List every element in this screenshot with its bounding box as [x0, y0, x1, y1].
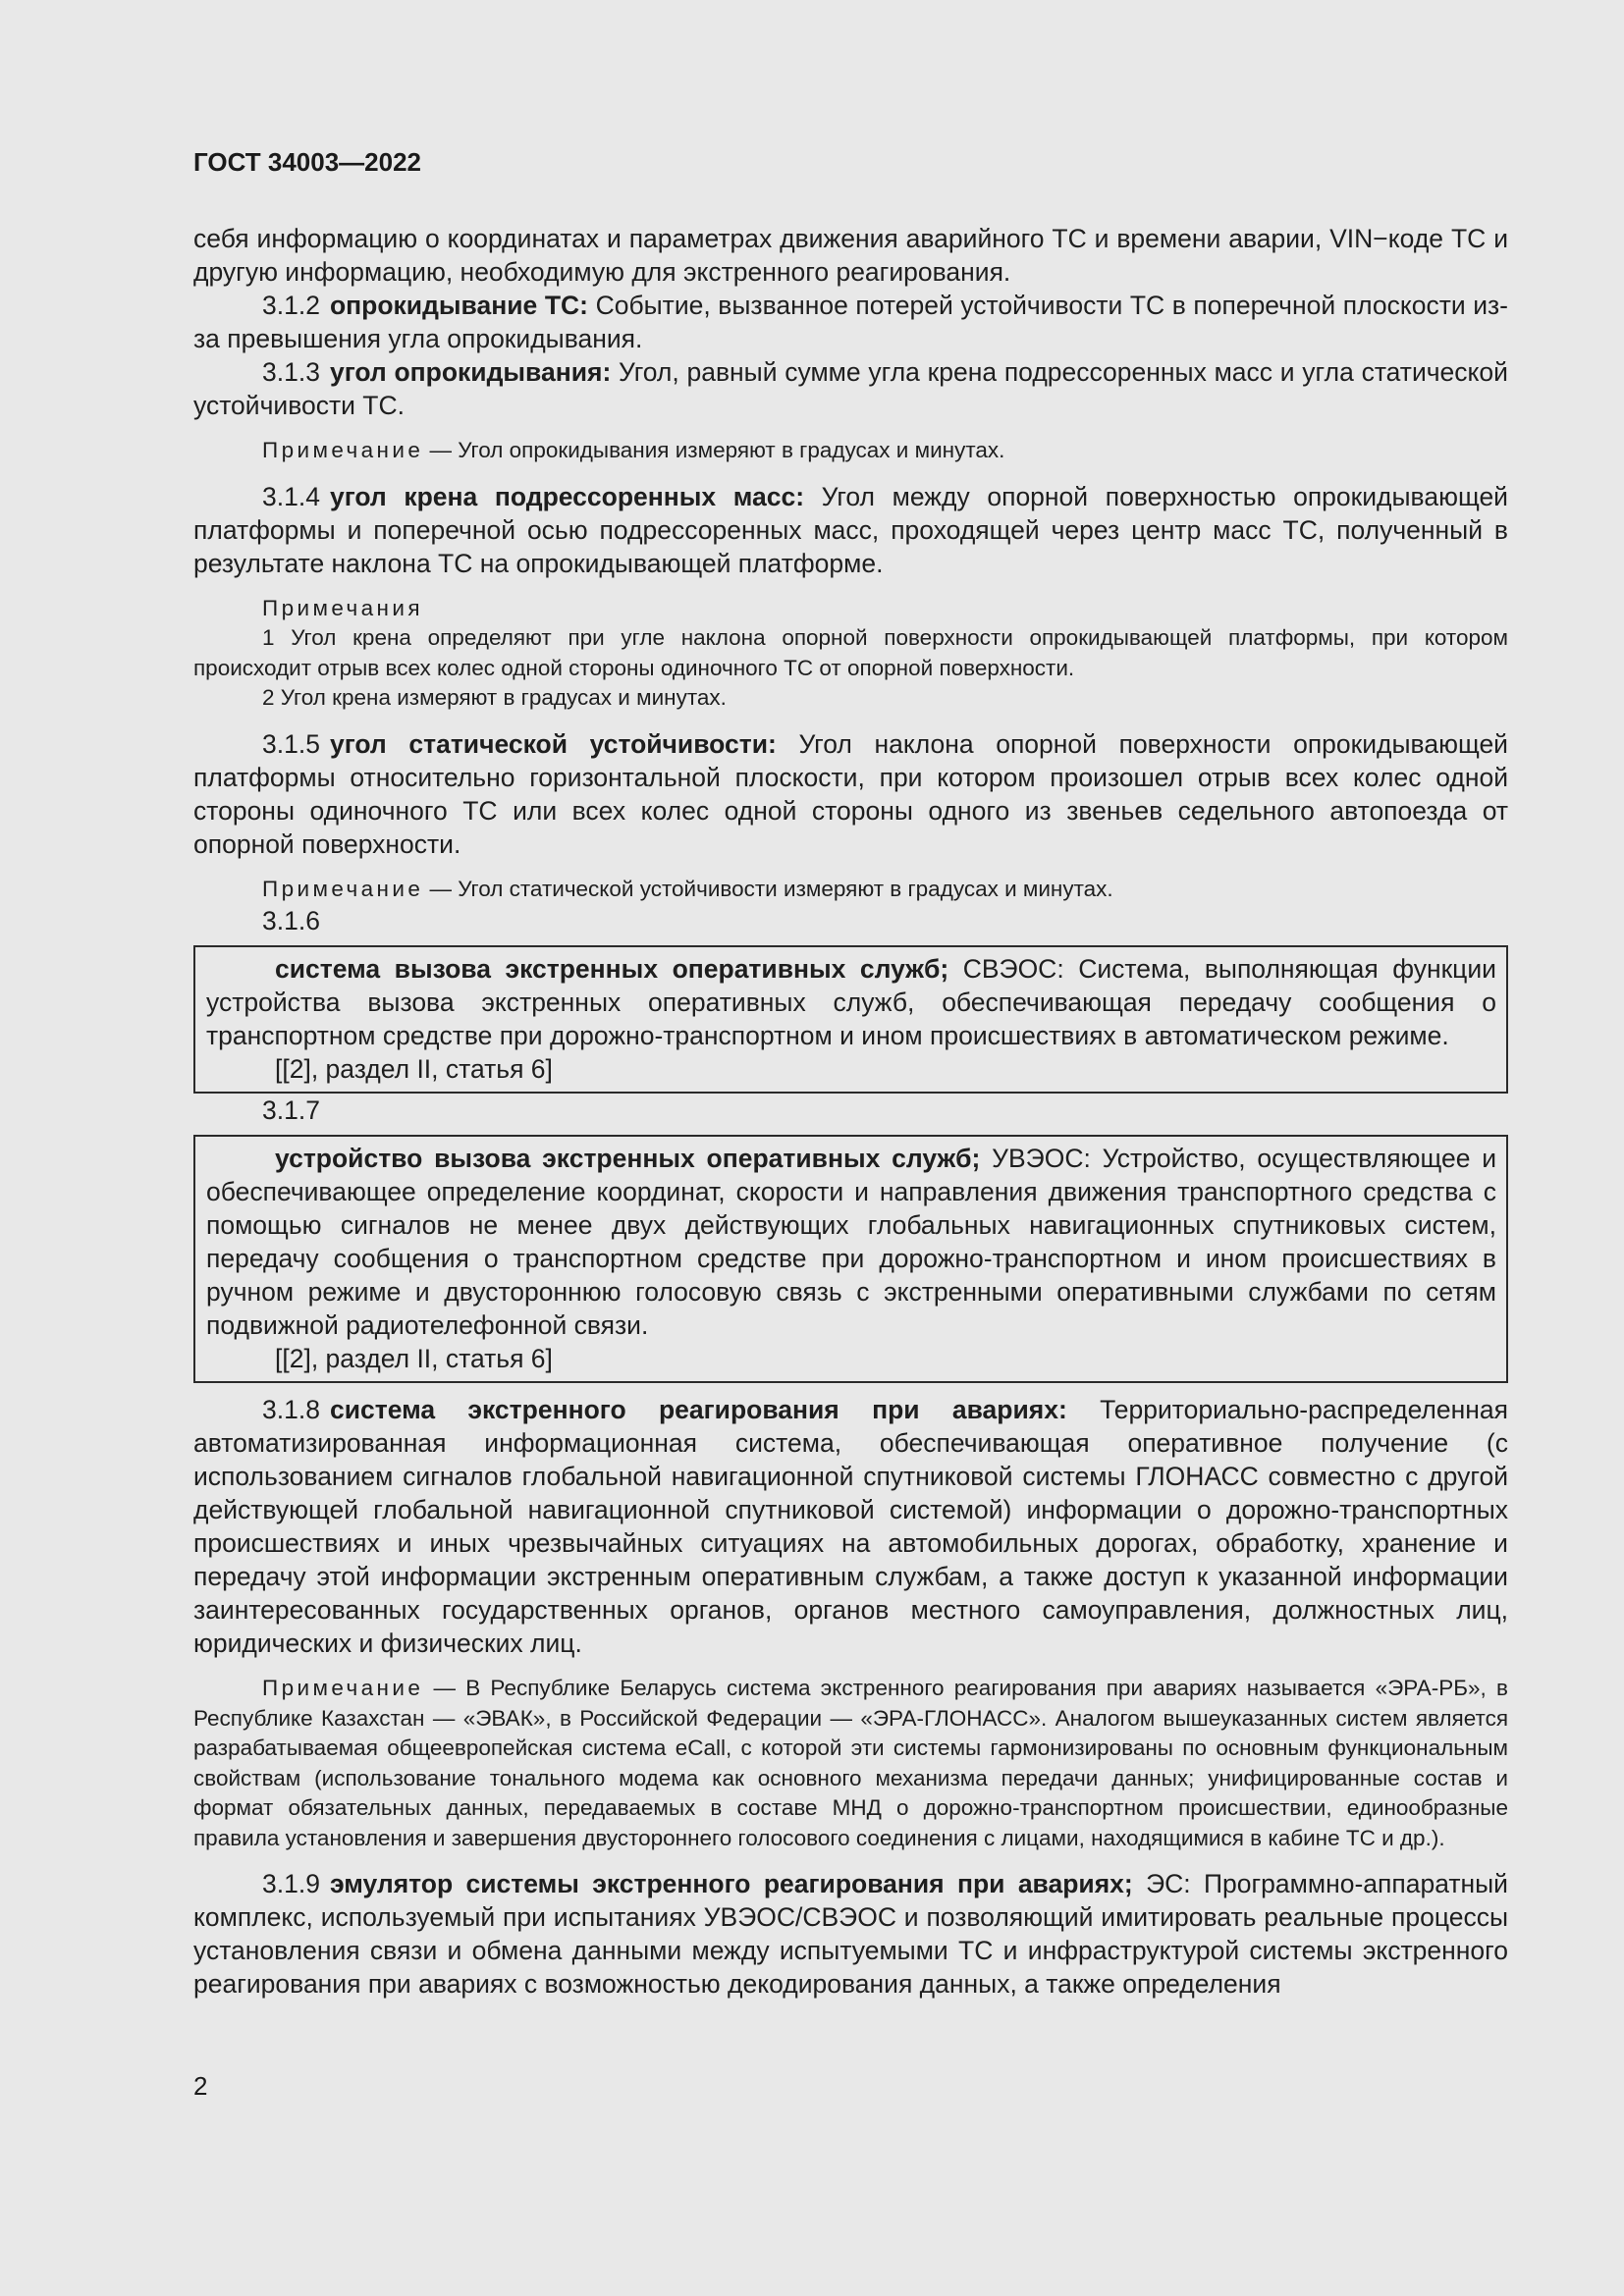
clause-number-3-1-7: 3.1.7 [262, 1095, 320, 1125]
term: опрокидывание ТС: [329, 291, 588, 320]
clause-number: 3.1.2 [262, 291, 320, 320]
clause-number: 3.1.3 [262, 357, 320, 387]
note-3-1-3 [193, 436, 1508, 466]
definition-3-1-4 [193, 480, 1508, 580]
term: угол опрокидывания: [329, 357, 612, 387]
term: эмулятор системы экстренного реагирования при авариях; [329, 1869, 1133, 1898]
definition-box-3-1-6 [193, 945, 1508, 1094]
definition-box-3-1-7 [193, 1135, 1508, 1383]
note-label: Примечание [262, 438, 424, 462]
definition-3-1-5 [193, 727, 1508, 861]
abbreviation: СВЭОС: [962, 954, 1064, 984]
clause-number: 3.1.9 [262, 1869, 320, 1898]
term: угол статической устойчивости: [329, 728, 777, 759]
note-label: Примечание [262, 1676, 424, 1700]
definition-text: Устройство, осуществляющее и обеспечивающее определение координат, скорости и направления движения транспортного средства с помощью сигналов не менее двух действующих глобальных навигационных спутниковых систем, передачу сообщения о транспортном средстве при дорожно-транспортном и ином происшествиях в ручном режиме и двустороннюю голосовую связь с экстренными оперативными службами по сетям подвижной радиотелефонной связи. [206, 1144, 1497, 1340]
definition-3-1-3 [193, 355, 1508, 422]
clause-number: 3.1.5 [262, 728, 320, 759]
notes-label-3-1-4 [193, 594, 1508, 624]
clause-number-3-1-6: 3.1.6 [262, 906, 320, 935]
notes-label: Примечания [262, 595, 423, 620]
definition-text: Территориально-распределенная автоматизированная информационная система, обеспечивающая оперативное получение (с использованием сигналов глобальной навигационной спутниковой системы ГЛОНАСС совместно с другой действующей глобальной навигационной спутниковой системой) информации о дорожно-транспортных происшествиях и иных чрезвычайных ситуациях на автомобильных дорогах, обработку, хранение и передачу этой информации экстренным оперативным службам, а также доступ к указанной информации заинтересованных государственных органов, органов местного самоуправления, должностных лиц, юридических и физических лиц. [193, 1395, 1508, 1658]
note-2-3-1-4: 2 Угол крена измеряют в градусах и минутах. [262, 685, 727, 710]
note-label: Примечание [262, 876, 424, 901]
clause-number: 3.1.4 [262, 481, 320, 511]
definition-text: Угол, равный сумме угла крена подрессоренных масс и угла статической устойчивости ТС. [193, 357, 1508, 420]
term: система экстренного реагирования при авариях: [329, 1395, 1067, 1424]
source-reference: [[2], раздел II, статья 6] [275, 1344, 553, 1373]
term: угол крена подрессоренных масс: [329, 481, 805, 511]
definition-3-1-8 [193, 1393, 1508, 1660]
definition-3-1-6 [206, 952, 1496, 1052]
intro-paragraph: себя информацию о координатах и параметрах движения аварийного ТС и времени аварии, VIN−коде ТС и другую информацию, необходимую для экстренного реагирования. [193, 224, 1508, 287]
note-text: — В Республике Беларусь система экстренного реагирования при авариях называется «ЭРА-РБ», в Республике Казахстан — «ЭВАК», в Российской Федерации — «ЭРА-ГЛОНАСС». Аналогом вышеуказанных систем является разрабатываемая общеевропейская система eCall, с которой эти системы гармонизированы по основным функциональным свойствам (использование тонального модема как основного механизма передачи данных; унифицированные состав и формат обязательных данных, передаваемых в составе МНД о дорожно-транспортном происшествии, единообразные правила установления и завершения двустороннего голосового соединения с лицами, находящимися в кабине ТС и др.). [193, 1676, 1508, 1850]
page-number: 2 [193, 2071, 208, 2101]
abbreviation: УВЭОС: [992, 1144, 1091, 1173]
note-3-1-5 [193, 875, 1508, 905]
note-text: — Угол статической устойчивости измеряют в градусах и минутах. [423, 876, 1113, 901]
definition-3-1-7 [206, 1142, 1496, 1342]
note-3-1-8 [193, 1674, 1508, 1853]
definition-3-1-2 [193, 289, 1508, 355]
definition-text: Событие, вызванное потерей устойчивости ТС в поперечной плоскости из-за превышения угла опрокидывания. [193, 291, 1508, 353]
definition-text: Угол между опорной поверхностью опрокидывающей платформы и поперечной осью подрессоренных масс, проходящей через центр масс ТС, полученный в результате наклона ТС на опрокидывающей платформе. [193, 481, 1508, 578]
document-body [193, 222, 1508, 2001]
definition-3-1-9 [193, 1867, 1508, 2001]
term: система вызова экстренных оперативных служб; [275, 954, 949, 984]
term: устройство вызова экстренных оперативных служб; [275, 1144, 981, 1173]
abbreviation: ЭС: [1146, 1869, 1191, 1898]
document-header: ГОСТ 34003—2022 [193, 147, 421, 177]
definition-text: Система, выполняющая функции устройства вызова экстренных оперативных служб, обеспечивающая передачу сообщения о транспортном средстве при дорожно-транспортном и ином происшествиях в автоматическом режиме. [206, 954, 1496, 1050]
source-reference: [[2], раздел II, статья 6] [275, 1054, 553, 1084]
definition-text: Программно-аппаратный комплекс, используемый при испытаниях УВЭОС/СВЭОС и позволяющий имитировать реальные процессы установления связи и обмена данными между испытуемыми ТС и инфраструктурой системы экстренного реагирования при авариях с возможностью декодирования данных, а также определения [193, 1869, 1508, 1999]
definition-text: Угол наклона опорной поверхности опрокидывающей платформы относительно горизонтальной плоскости, при котором произошел отрыв всех колес одной стороны одиночного ТС или всех колес одной стороны одного из звеньев седельного автопоезда от опорной поверхности. [193, 728, 1508, 859]
note-text: — Угол опрокидывания измеряют в градусах и минутах. [423, 438, 1005, 462]
note-1-3-1-4: 1 Угол крена определяют при угле наклона опорной поверхности опрокидывающей платформы, при котором происходит отрыв всех колес одной стороны одиночного ТС от опорной поверхности. [193, 625, 1508, 680]
clause-number: 3.1.8 [262, 1395, 320, 1424]
